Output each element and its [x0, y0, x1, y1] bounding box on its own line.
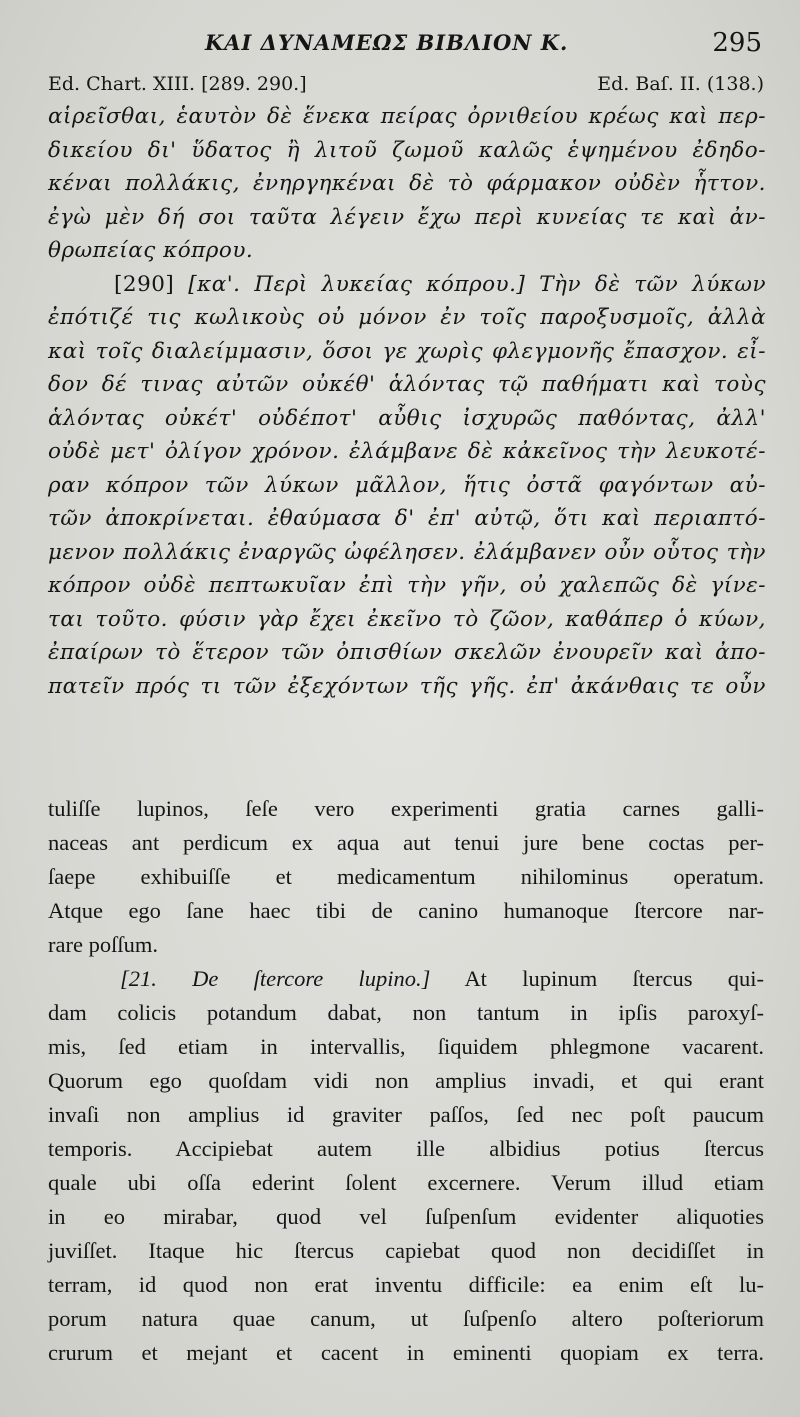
greek-line: κέναι πολλάκις, ἐνηργηκέναι δὲ τὸ φάρμακον οὐδὲν ἧττον.	[48, 171, 766, 196]
greek-line: δικείου δι' ὕδατος ἢ λιτοῦ ζωμοῦ καλῶς ἑψημένου ἐδηδο-	[48, 137, 766, 163]
latin-line: in eo mirabar, quod vel ſuſpenſum evidenter aliquoties	[48, 1204, 764, 1229]
greek-text-block	[48, 100, 766, 703]
greek-line-rest: Τὴν δὲ τῶν λύκων	[539, 271, 767, 297]
latin-text-block	[48, 792, 764, 1370]
greek-line: θρωπείας κόπρου.	[48, 238, 254, 263]
latin-line: ſaepe exhibuiſſe et medicamentum nihilominus operatum.	[48, 864, 764, 889]
latin-line-rest: At lupinum ſtercus qui-	[464, 966, 764, 991]
greek-section-marker: [290]	[114, 271, 175, 297]
greek-line: δον δέ τινας αὐτῶν οὐκέθ' ἁλόντας τῷ παθήματι καὶ τοὺς	[48, 372, 766, 397]
greek-line: καὶ τοῖς διαλείμμασιν, ὅσοι γε χωρὶς φλεγμονῆς ἔπασχον. εἶ-	[48, 338, 766, 364]
greek-line: ἐγὼ μὲν δή σοι ταῦτα λέγειν ἔχω περὶ κυνείας τε καὶ ἀν-	[48, 204, 766, 230]
latin-line: Atque ego ſane haec tibi de canino humanoque ſtercore nar-	[48, 898, 764, 923]
latin-line: temporis. Accipiebat autem ille albidius potius ſtercus	[48, 1136, 764, 1161]
greek-line: ται τοῦτο. φύσιν γὰρ ἔχει ἐκεῖνο τὸ ζῶον, καθάπερ ὁ κύων,	[48, 606, 766, 632]
latin-line: invaſi non amplius id graviter paſſos, ſed nec poſt paucum	[48, 1102, 764, 1127]
latin-line: dam colicis potandum dabat, non tantum in ipſis paroxyſ-	[48, 1000, 764, 1025]
greek-section-first-line	[48, 268, 766, 302]
latin-line: rare poſſum.	[48, 932, 158, 957]
greek-section-heading: [κα'. Περὶ λυκείας κόπρου.]	[188, 271, 526, 297]
latin-line: Quorum ego quoſdam vidi non amplius invadi, et qui erant	[48, 1068, 764, 1093]
greek-line: ἁλόντας οὐκέτ' οὐδέποτ' αὖθις ἰσχυρῶς παθόντας, ἀλλ'	[48, 405, 766, 431]
greek-line: κόπρον οὐδὲ πεπτωκυῖαν ἐπὶ τὴν γῆν, οὐ χαλεπῶς δὲ γίνε-	[48, 573, 766, 598]
latin-line: porum natura quae canum, ut ſuſpenſo altero poſteriorum	[48, 1306, 764, 1331]
latin-line: tuliſſe lupinos, ſeſe vero experimenti gratia carnes galli-	[48, 796, 764, 821]
page-number: 295	[712, 28, 762, 58]
latin-line: terram, id quod non erat inventu difficile: ea enim eſt lu-	[48, 1272, 764, 1297]
greek-line: οὐδὲ μετ' ὀλίγον χρόνον. ἐλάμβανε δὲ κἀκεῖνος τὴν λευκοτέ-	[48, 439, 766, 464]
running-title: ΚΑΙ ΔΥΝΑΜΕΩΣ ΒΙΒΛΙΟΝ Κ.	[205, 30, 569, 55]
latin-line: mis, ſed etiam in intervallis, ſiquidem phlegmone vacarent.	[48, 1034, 764, 1059]
latin-line: naceas ant perdicum ex aqua aut tenui jure bene coctas per-	[48, 830, 764, 855]
greek-line: αἱρεῖσθαι, ἑαυτὸν δὲ ἕνεκα πείρας ὀρνιθείου κρέως καὶ περ-	[48, 104, 766, 129]
latin-line: quale ubi oſſa ederint ſolent excernere. Verum illud etiam	[48, 1170, 764, 1195]
greek-line: τῶν ἀποκρίνεται. ἐθαύμασα δ' ἐπ' αὐτῷ, ὅτι καὶ περιαπτό-	[48, 506, 766, 531]
latin-section-heading: [21. De ſtercore lupino.]	[120, 966, 431, 991]
greek-line: ἐπότιζέ τις κωλικοὺς οὐ μόνον ἐν τοῖς παροξυσμοῖς, ἀλλὰ	[48, 305, 766, 330]
latin-line: crurum et mejant et cacent in eminenti quopiam ex terra.	[48, 1340, 764, 1365]
greek-line: πατεῖν πρός τι τῶν ἐξεχόντων τῆς γῆς. ἐπ' ἀκάνθαις τε οὖν	[48, 673, 766, 699]
edition-reference-right: Ed. Baſ. II. (138.)	[597, 73, 764, 95]
latin-section-first-line	[48, 962, 764, 996]
latin-line: juviſſet. Itaque hic ſtercus capiebat quod non decidiſſet in	[48, 1238, 764, 1263]
greek-line: ἐπαίρων τὸ ἕτερον τῶν ὀπισθίων σκελῶν ἐνουρεῖν καὶ ἀπο-	[48, 640, 766, 665]
greek-line: ραν κόπρον τῶν λύκων μᾶλλον, ἥτις ὀστᾶ φαγόντων αὐ-	[48, 472, 766, 498]
edition-reference-left: Ed. Chart. XIII. [289. 290.]	[48, 73, 307, 95]
greek-line: μενον πολλάκις ἐναργῶς ὠφέλησεν. ἐλάμβανεν οὖν οὗτος τὴν	[48, 539, 766, 565]
